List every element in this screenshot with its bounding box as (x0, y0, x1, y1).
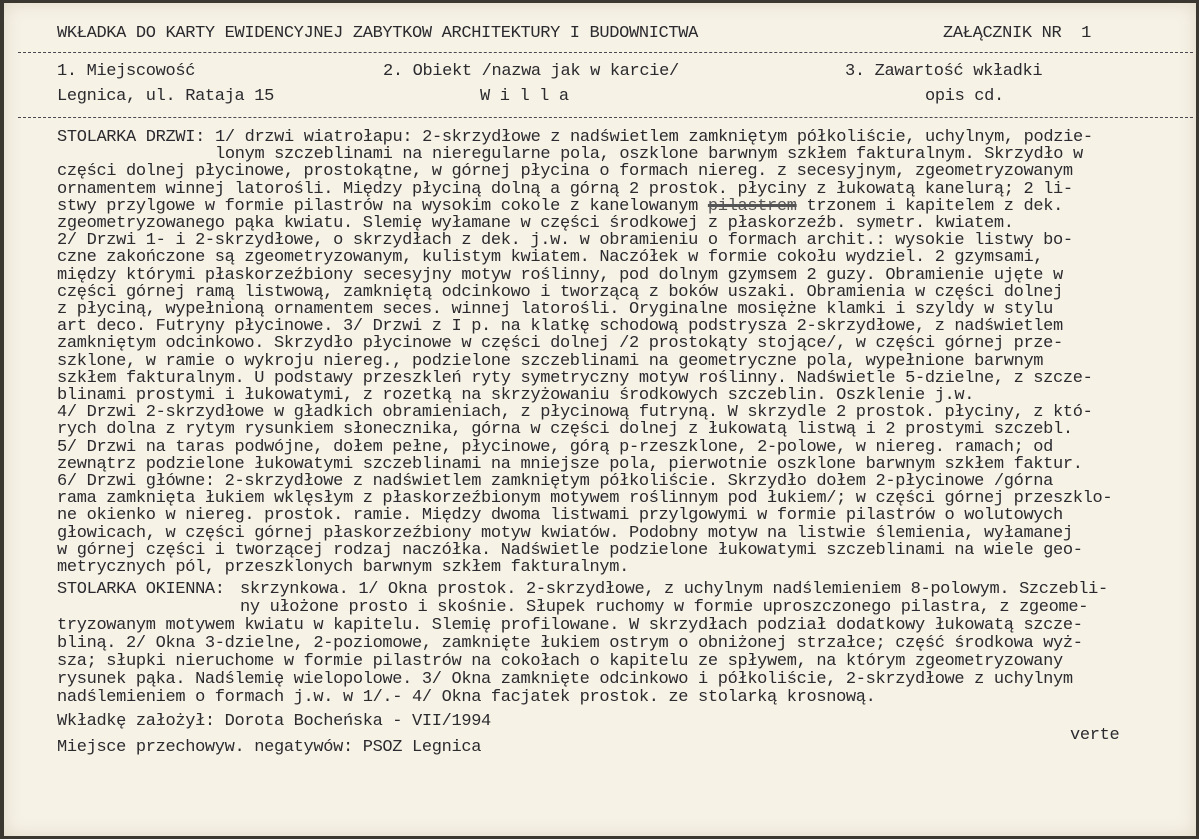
negatives-location: Miejsce przechowyw. negatywów: PSOZ Legnica (57, 738, 482, 757)
windows-text-line: rysunek pąka. Nadślemię wielopolowe. 3/ Okna zamknięte odcinkowo i półkoliście, 2-skrzydłowe z uchylnym (57, 670, 1073, 689)
content-label: 3. Zawartość wkładki (845, 62, 1043, 81)
windows-section-label: STOLARKA OKIENNA: (57, 580, 225, 599)
doors-text-line: 6/ Drzwi główne: 2-skrzydłowe z nadświetlem zamkniętym półkoliście. Skrzydło dołem 2-płycinowe /górna (57, 472, 1054, 491)
doors-text-line: zewnątrz podzielone łukowatymi szczeblinami na mniejsze pola, pierwotnie oszklone barwnym szkłem faktur. (57, 454, 1083, 474)
windows-text-line: tryzowanym motywem kwiatu w kapitelu. Slemię profilowane. W skrzydłach podział dodatkowy łukowatą szcze- (57, 616, 1083, 635)
doors-text-line: zamkniętym odcinkowo. Skrzydło płycinowe w części dolnej /2 prostokąty stojące/, w części górnej prze- (57, 334, 1063, 354)
line-text: trzonem i kapitelem z dek. (806, 196, 1063, 216)
doors-text-line: 5/ Drzwi na taras podwójne, dołem pełne, płycinowe, górą p-rzeszklone, 2-polowe, w niereg. ramach; od (57, 437, 1054, 457)
windows-text-line: nadślemieniem o formach j.w. w 1/.- 4/ Okna facjatek prostok. ze stolarką krosnową. (57, 688, 876, 707)
place-value: Legnica, ul. Rataja 15 (57, 87, 274, 106)
doors-text-line: części dolnej płycinowe, prostokątne, w górnej płycina o formach niereg. z secesyjnym, zgeometryzowanym (57, 162, 1073, 182)
doors-text-line: szkłem fakturalnym. U podstawy przeszkleń ryty symetryczny motyw roślinny. Nadświetle 5-dzielne, z szcze- (57, 368, 1093, 388)
line-text: stwy przylgowe w formie pilastrów na wysokim cokole z kanelowanym (57, 196, 699, 216)
struck-out-word: pilastrem (707, 196, 797, 216)
object-value: W i l l a (480, 87, 569, 106)
divider (18, 52, 1193, 53)
doors-text-line: art deco. Futryny płycinowe. 3/ Drzwi z I p. na klatkę schodową podstrysza 2-skrzydłowe, z nadświetlem (57, 317, 1063, 337)
windows-text-line: bliną. 2/ Okna 3-dzielne, 2-poziomowe, zamknięte łukiem ostrym o obniżonej strzałce; część środkowa wyż- (57, 634, 1083, 653)
author-note: Wkładkę założył: Dorota Bocheńska - VII/1994 (57, 712, 491, 731)
doors-text-line: rych dolna z rytym rysunkiem słonecznika, górna w części dolnej z łukowatą listwą i 2 prostymi szczebl. (57, 420, 1073, 440)
doors-text-line: lonym szczeblinami na nieregularne pola, oszklone barwnym szkłem fakturalnym. Skrzydło w (215, 145, 1083, 165)
doors-text-line: 2/ Drzwi 1- i 2-skrzydłowe, o skrzydłach z dek. j.w. w obramieniu o formach archit.: wysokie listwy bo- (57, 231, 1073, 251)
verte-note: verte (1070, 726, 1120, 745)
windows-text-line: sza; słupki nieruchome w formie pilastrów na cokołach o kapitelu ze spływem, na którym zgeometryzowany (57, 652, 1063, 671)
doors-text-line: ne okienko w niereg. prostok. ramie. Między dwoma listwami przylgowymi w formie pilastrów o wolutowych (57, 506, 1063, 526)
doors-text-line: z płyciną, wypełnioną ornamentem seces. winnej latorośli. Oryginalne mosiężne klamki i szyldy w stylu (57, 300, 1054, 319)
content-value: opis cd. (925, 87, 1004, 106)
doors-text-line: rama zamknięta łukiem wklęsłym z płaskorzeźbionym motywem roślinnym pod łukiem/; w części górnej przeszklo- (57, 489, 1113, 509)
attachment-number: ZAŁĄCZNIK NR 1 (943, 24, 1091, 43)
object-label: 2. Obiekt /nazwa jak w karcie/ (383, 62, 679, 81)
windows-text-line: ny ułożone prosto i skośnie. Słupek ruchomy w formie uproszczonego pilastra, z zgeome- (240, 598, 1089, 617)
doors-text-line: czne zakończone są zgeometryzowanym, kulistym kwiatem. Naczółek w formie cokołu wydziel. 2 gzymsami, (57, 248, 1044, 268)
doors-text-line: blinami prostymi i łukowatymi, z rozetką na skrzyżowaniu środkowych szczeblin. Oszklenie j.w. (57, 386, 975, 405)
doors-text-line: metrycznych pól, przeszklonych barwnym szkłem fakturalnym. (57, 558, 629, 577)
doors-text-line: 1/ drzwi wiatrołapu: 2-skrzydłowe z nadświetlem zamkniętym półkoliście, uchylnym, podzie- (215, 128, 1093, 147)
doors-text-line: między którymi płaskorzeźbiony secesyjny motyw roślinny, pod dolnym gzymsem 2 guzy. Obramienie ujęte w (57, 265, 1063, 285)
doors-text-line: szklone, w ramie o wykroju niereg., podzielone szczeblinami na geometryczne pola, wypełnione barwnym (57, 351, 1044, 371)
doors-text-line: 4/ Drzwi 2-skrzydłowe w gładkich obramieniach, z płycinową futryną. W skrzydle 2 prostok. płyciny, z któ- (57, 403, 1093, 423)
document-title: WKŁADKA DO KARTY EWIDENCYJNEJ ZABYTKOW ARCHITEKTURY I BUDOWNICTWA (57, 24, 699, 43)
divider (18, 117, 1193, 118)
doors-text-line: głowicach, w części górnej płaskorzeźbiony motyw kwiatów. Podobny motyw na listwie ślemienia, wyłamanej (57, 523, 1073, 543)
windows-text-line: skrzynkowa. 1/ Okna prostok. 2-skrzydłowe, z uchylnym nadślemieniem 8-polowym. Szczebli- (240, 580, 1108, 599)
doors-text-line: części górnej ramą listwową, zamkniętą odcinkowo i tworzącą z boków uszaki. Obramienia w części dolnej (57, 282, 1063, 302)
doors-section-label: STOLARKA DRZWI: (57, 128, 205, 147)
doors-text-line: w górnej części i tworzącej rodzaj naczółka. Nadświetle podzielone łukowatymi szczeblinami na wiele geo- (57, 540, 1083, 560)
doors-text-line: zgeometryzowanego pąka kwiatu. Slemię wyłamane w części środkowej z płaskorzeźb. symetr. kwiatem. (57, 214, 1014, 233)
doors-text-line (57, 196, 1063, 216)
doors-text-line: ornamentem winnej latorośli. Między płyciną dolną a górną 2 prostok. płyciny z łukowatą kanelurą; 2 li- (57, 179, 1073, 199)
place-label: 1. Miejscowość (57, 62, 196, 81)
